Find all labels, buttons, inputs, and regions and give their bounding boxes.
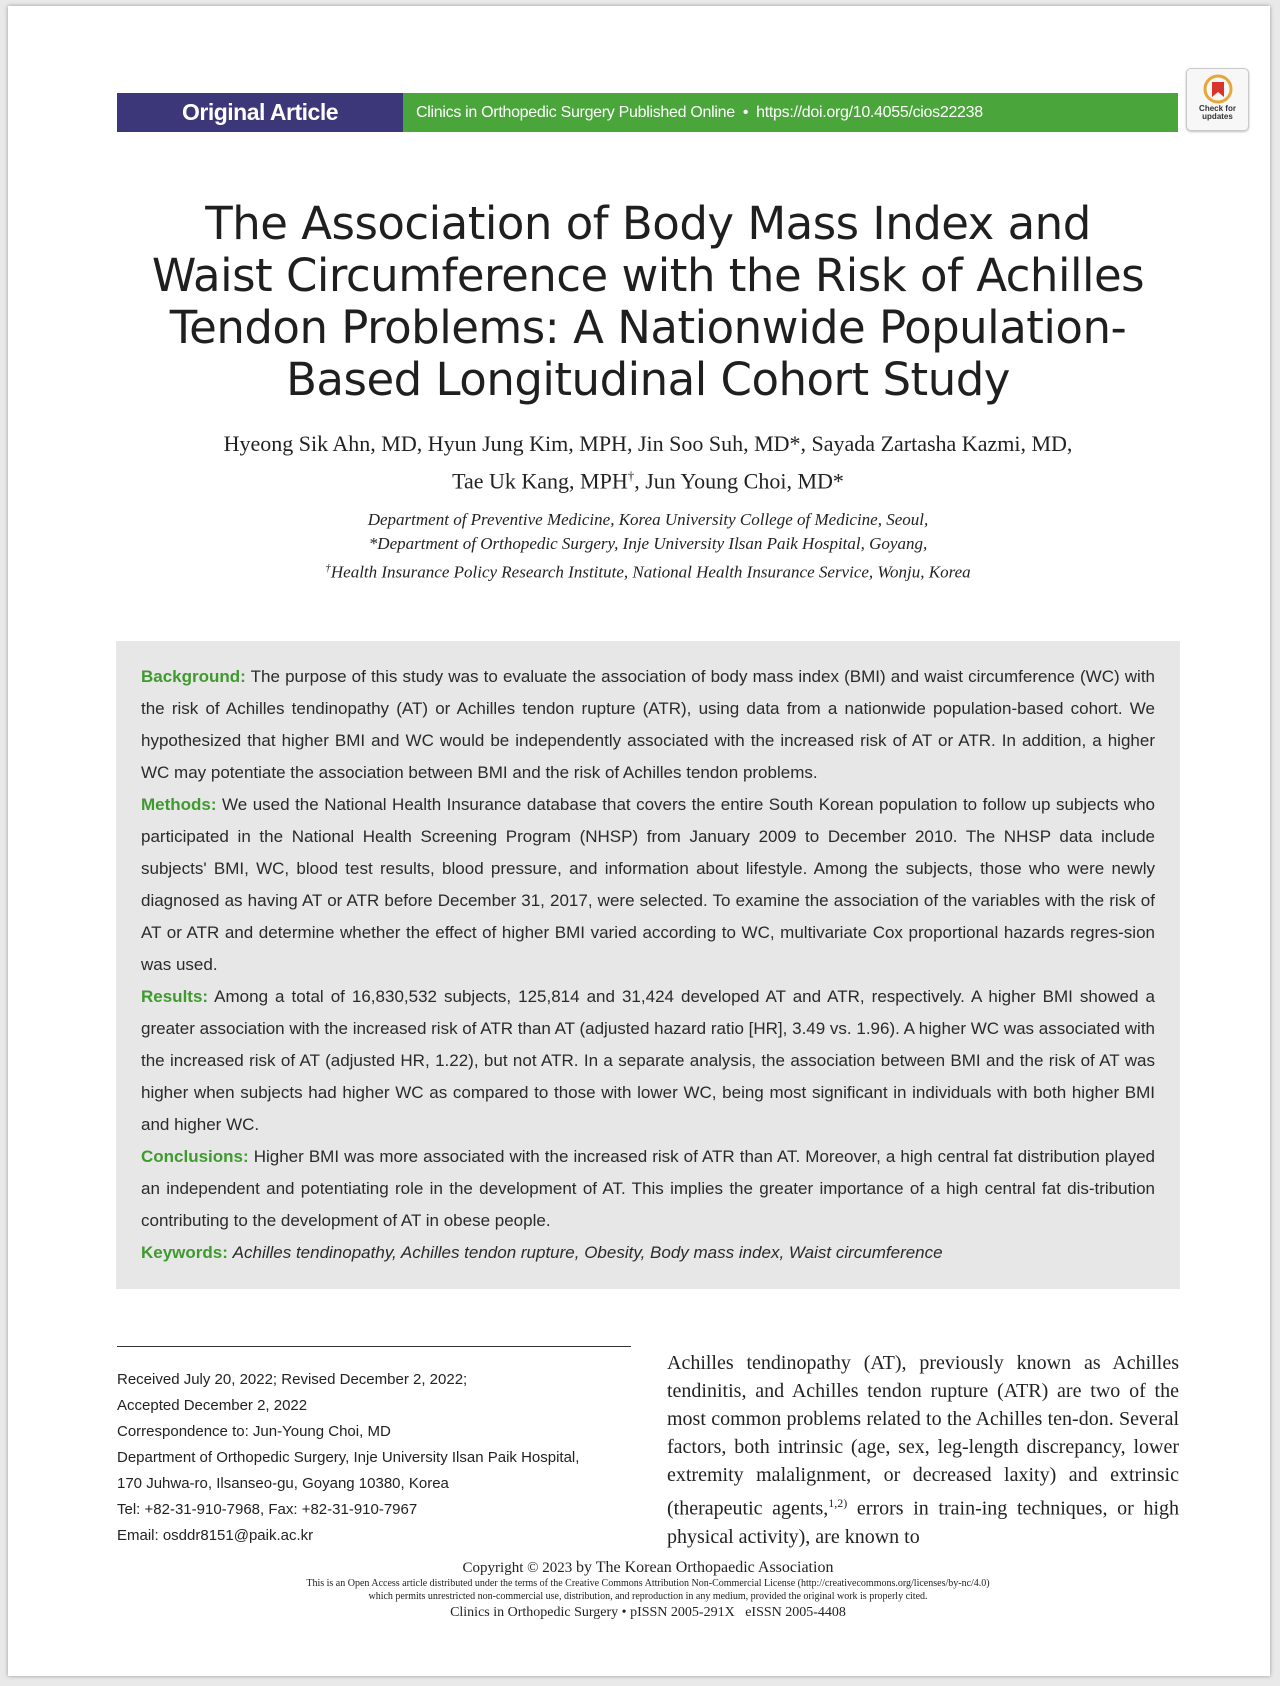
correspondence-address: 170 Juhwa-ro, Ilsanseo-gu, Goyang 10380, Korea — [117, 1475, 449, 1492]
abstract-text: Higher BMI was more associated with the increased risk of ATR than AT. Moreover, a high central fat distribution played an independent and potentiating role in the development of AT. This implies the greater importance of a high central fat dis-tribution contributing to the development of AT in obese people. — [141, 1147, 1155, 1230]
doi-link[interactable]: https://doi.org/10.4055/cios22238 — [756, 103, 983, 121]
license-line: which permits unrestricted non-commercial use, distribution, and reproduction in any medium, provided the original work is properly cited. — [368, 1591, 928, 1602]
abstract-heading: Results: — [141, 987, 209, 1006]
author-name: , Jun Young Choi, MD* — [634, 468, 844, 494]
page-footer — [148, 1559, 1148, 1623]
article-title: The Association of Body Mass Index and Waist Circumference with the Risk of Achilles Tendon Problems: A Nationwide Population-Based Longitudinal Cohort Study — [151, 197, 1145, 406]
citation-ref[interactable]: 1,2) — [828, 1496, 848, 1510]
bullet-separator: • — [742, 103, 749, 121]
abstract-methods — [141, 789, 1155, 981]
body-text: Achilles tendinopathy (AT), previously known as Achilles tendinitis, and Achilles tendon rupture (ATR) are two of the most common problems related to the Achilles ten-don. Several factors, both intrinsic (age, sex, leg-length discrepancy, lower extremity malalignment, or decreased laxity) and extrinsic (therapeutic agents, — [667, 1352, 1179, 1520]
abstract-results — [141, 981, 1155, 1141]
license-line: This is an Open Access article distributed under the terms of the Creative Commons Attribution Non-Commercial License (http://creativecommons.org/licenses/by-nc/4.0) — [306, 1578, 990, 1589]
affiliation-line: Department of Preventive Medicine, Korea University College of Medicine, Seoul, — [367, 510, 929, 529]
correspondence-phone: Tel: +82-31-910-7968, Fax: +82-31-910-7967 — [117, 1501, 418, 1518]
affiliation-line: *Department of Orthopedic Surgery, Inje University Ilsan Paik Hospital, Goyang, — [368, 534, 928, 553]
abstract-background — [141, 661, 1155, 789]
affiliations — [208, 508, 1088, 585]
abstract-heading: Background: — [141, 667, 246, 686]
dagger-mark: † — [325, 562, 331, 574]
correspondence-email[interactable]: Email: osddr8151@paik.ac.kr — [117, 1527, 314, 1544]
issn-line: Clinics in Orthopedic Surgery • pISSN 2005-291X eISSN 2005-4408 — [450, 1605, 846, 1620]
author-line-1: Hyeong Sik Ahn, MD, Hyun Jung Kim, MPH, Jin Soo Suh, MD*, Sayada Zartasha Kazmi, MD, — [223, 431, 1073, 456]
correspondence-block — [117, 1367, 637, 1549]
abstract-heading: Methods: — [141, 795, 217, 814]
article-type-label: Original Article — [117, 93, 403, 132]
copyright-org: by The Korean Orthopaedic Association — [576, 1559, 834, 1576]
divider — [117, 1346, 631, 1347]
affiliation-line — [208, 556, 1088, 585]
author-list — [108, 428, 1188, 497]
check-for-updates-text: Check for updates — [1199, 104, 1236, 121]
abstract-text: Among a total of 16,830,532 subjects, 125,814 and 31,424 developed AT and ATR, respectively. A higher BMI showed a greater association with the increased risk of ATR than AT (adjusted hazard ratio [HR], 3.49 vs. 1.96). A higher WC was associated with the increased risk of AT (adjusted HR, 1.22), but not ATR. In a separate analysis, the association between BMI and the risk of AT was higher when subjects had higher WC as compared to those with lower WC, being most significant in individuals with both higher BMI and higher WC. — [141, 987, 1155, 1134]
received-date: Received July 20, 2022; Revised December 2, 2022; — [117, 1371, 468, 1388]
body-text: errors in train-ing techniques, or high physical activity), are known to — [667, 1497, 1179, 1548]
abstract-conclusions — [141, 1141, 1155, 1237]
journal-info-bar — [403, 93, 1178, 132]
correspondence-dept: Department of Orthopedic Surgery, Inje University Ilsan Paik Hospital, — [117, 1449, 580, 1466]
copyright-prefix: Copyright © 2023 — [462, 1560, 577, 1576]
abstract-heading: Keywords: — [141, 1243, 228, 1262]
abstract-keywords — [141, 1237, 1155, 1269]
affiliation-text: Health Insurance Policy Research Institute, National Health Insurance Service, Wonju, Korea — [330, 562, 971, 582]
correspondence-author: Correspondence to: Jun-Young Choi, MD — [117, 1423, 391, 1440]
body-paragraph — [667, 1349, 1179, 1551]
abstract-box — [116, 641, 1180, 1289]
abstract-text: We used the National Health Insurance database that covers the entire South Korean population to follow up subjects who participated in the National Health Screening Program (NHSP) from January 2009 to December 2010. The NHSP data include subjects' BMI, WC, blood test results, blood pressure, and information about lifestyle. Among the subjects, those who were newly diagnosed as having AT or ATR before December 31, 2017, were selected. To examine the association of the variables with the risk of AT or ATR and determine whether the effect of higher BMI varied according to WC, multivariate Cox proportional hazards regres-sion was used. — [141, 795, 1155, 974]
header-banner — [117, 93, 1178, 132]
copyright-line — [148, 1559, 1148, 1577]
check-for-updates-badge[interactable] — [1186, 68, 1249, 131]
article-page — [8, 6, 1270, 1676]
abstract-heading: Conclusions: — [141, 1147, 249, 1166]
author-name: Tae Uk Kang, MPH — [452, 468, 628, 494]
keywords-text: Achilles tendinopathy, Achilles tendon rupture, Obesity, Body mass index, Waist circumference — [232, 1243, 943, 1262]
author-line-2 — [108, 460, 1188, 497]
dagger-mark: † — [627, 468, 635, 483]
abstract-text: The purpose of this study was to evaluate the association of body mass index (BMI) and waist circumference (WC) with the risk of Achilles tendinopathy (AT) or Achilles tendon rupture (ATR), using data from a nationwide population-based cohort. We hypothesized that higher BMI and WC would be independently associated with the increased risk of AT or ATR. In addition, a higher WC may potentiate the association between BMI and the risk of Achilles tendon problems. — [141, 667, 1155, 782]
journal-name: Clinics in Orthopedic Surgery Published Online — [416, 103, 735, 121]
accepted-date: Accepted December 2, 2022 — [117, 1397, 308, 1414]
check-for-updates-icon — [1203, 74, 1233, 104]
